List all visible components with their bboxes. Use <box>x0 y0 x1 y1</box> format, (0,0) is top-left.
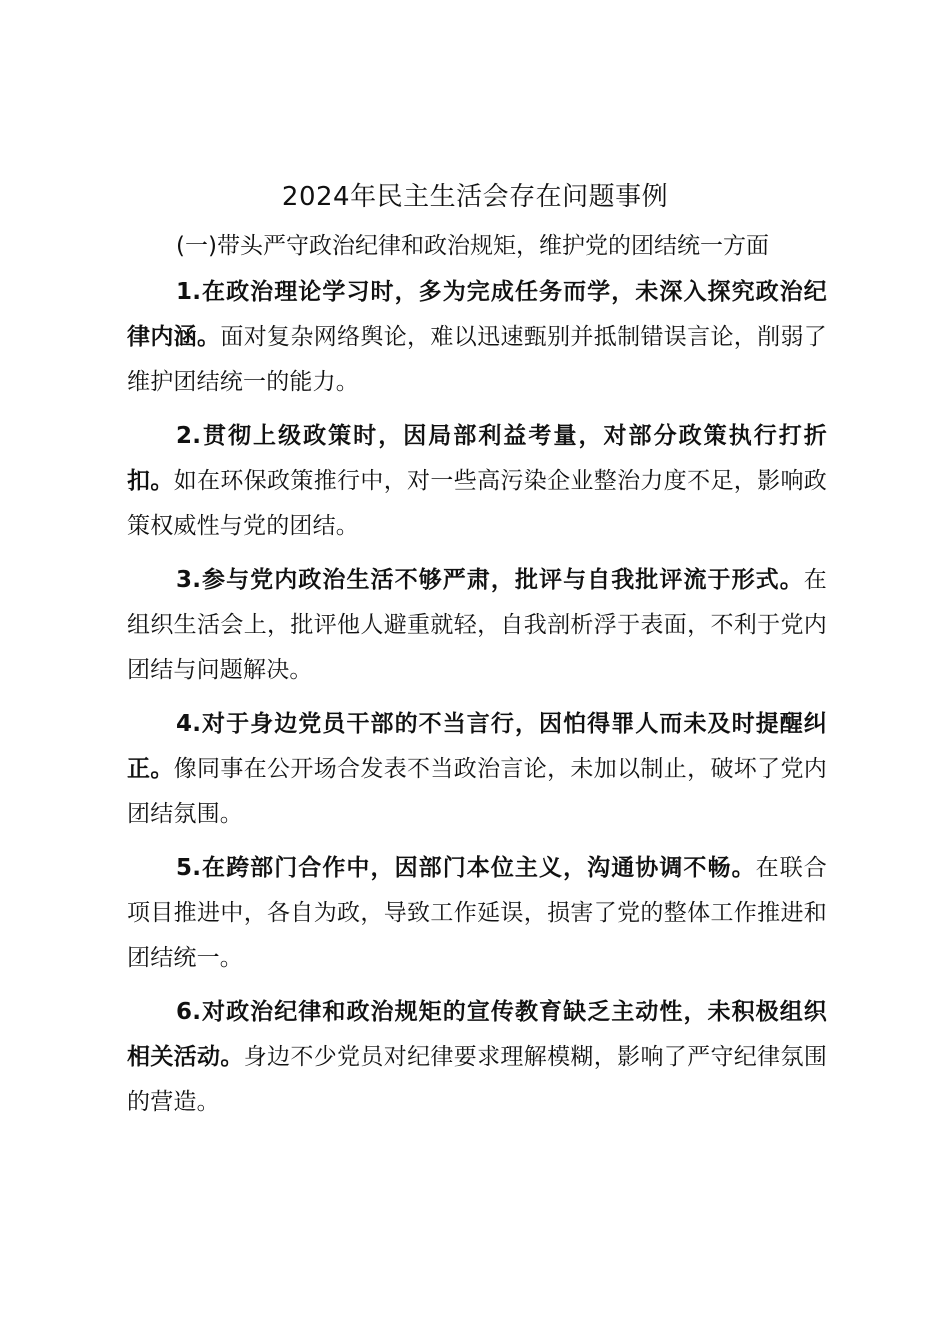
paragraph-lead: 3.参与党内政治生活不够严肃，批评与自我批评流于形式。 <box>176 567 804 593</box>
paragraph-5 <box>127 846 827 981</box>
paragraph-text: 身边不少党员对纪律要求理解模糊，影响了严守纪律氛围的营造。 <box>127 1044 828 1115</box>
paragraph-lead: 2.贯彻上级政策时，因局部利益考量，对部分政策执行打折扣。 <box>127 423 827 494</box>
paragraph-text: 像同事在公开场合发表不当政治言论，未加以制止，破坏了党内团结氛围。 <box>127 756 827 827</box>
paragraph-4 <box>127 702 827 837</box>
paragraph-1 <box>127 270 827 405</box>
paragraph-text: 面对复杂网络舆论，难以迅速甄别并抵制错误言论，削弱了维护团结统一的能力。 <box>127 324 827 395</box>
paragraph-lead: 6.对政治纪律和政治规矩的宣传教育缺乏主动性，未积极组织相关活动。 <box>127 999 827 1070</box>
paragraph-lead: 1.在政治理论学习时，多为完成任务而学，未深入探究政治纪律内涵。 <box>127 279 827 350</box>
paragraph-3 <box>127 558 827 693</box>
paragraph-text: 在组织生活会上，批评他人避重就轻，自我剖析浮于表面，不利于党内团结与问题解决。 <box>127 567 827 683</box>
paragraph-text: 如在环保政策推行中，对一些高污染企业整治力度不足，影响政策权威性与党的团结。 <box>127 468 827 539</box>
paragraph-2 <box>127 414 827 549</box>
paragraph-text: 在联合项目推进中，各自为政，导致工作延误，损害了党的整体工作推进和团结统一。 <box>127 855 827 971</box>
paragraph-lead: 5.在跨部门合作中，因部门本位主义，沟通协调不畅。 <box>176 855 756 881</box>
document-title: 2024年民主生活会存在问题事例 <box>281 182 669 212</box>
document-body <box>127 270 827 1134</box>
section-heading: (一)带头严守政治纪律和政治规矩，维护党的团结统一方面 <box>176 233 769 259</box>
paragraph-6 <box>127 990 827 1125</box>
paragraph-lead: 4.对于身边党员干部的不当言行，因怕得罪人而未及时提醒纠正。 <box>127 711 827 782</box>
